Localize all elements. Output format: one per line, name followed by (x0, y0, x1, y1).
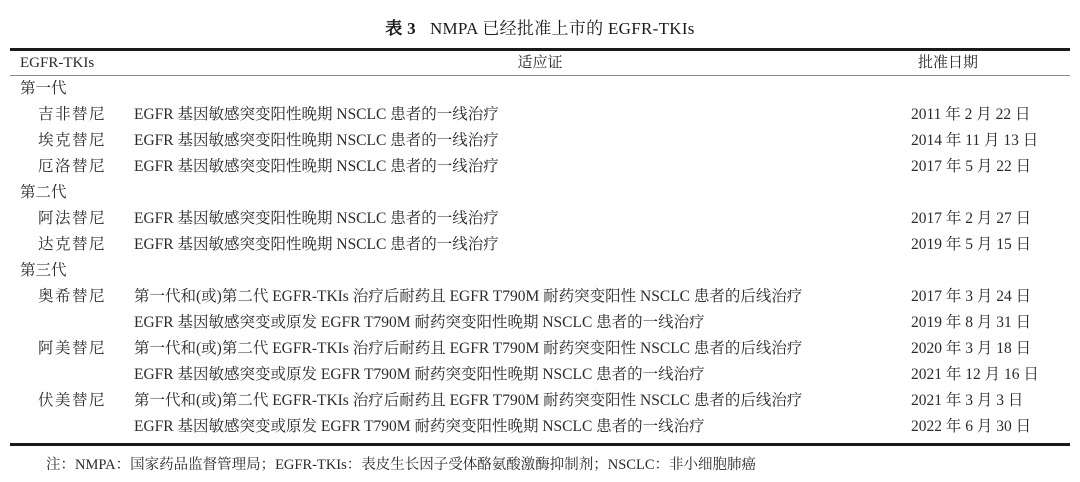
approval-date: 2020 年 3 月 18 日 (911, 340, 1032, 357)
indication: EGFR 基因敏感突变或原发 EGFR T790M 耐药突变阳性晚期 NSCLC 患者的一线治疗 (134, 366, 705, 383)
table-row (10, 310, 1070, 336)
drug-name: 奥希替尼 (38, 288, 107, 305)
table-footnote: 注：NMPA：国家药品监督管理局；EGFR-TKIs：表皮生长因子受体酪氨酸激酶抑制剂；NSCLC：非小细胞肺癌 (46, 457, 756, 473)
generation-label: 第二代 (20, 184, 67, 201)
drug-name: 厄洛替尼 (38, 158, 107, 175)
approval-date: 2021 年 12 月 16 日 (911, 366, 1039, 383)
table-row (10, 128, 1070, 154)
indication: 第一代和(或)第二代 EGFR-TKIs 治疗后耐药且 EGFR T790M 耐药突变阳性 NSCLC 患者的后线治疗 (134, 340, 803, 357)
table-row (10, 414, 1070, 440)
generation-row (10, 76, 1070, 102)
generation-label: 第三代 (20, 262, 67, 279)
table-row (10, 284, 1070, 310)
approval-date: 2019 年 5 月 15 日 (911, 236, 1032, 253)
drug-name: 阿美替尼 (38, 340, 107, 357)
indication: EGFR 基因敏感突变阳性晚期 NSCLC 患者的一线治疗 (134, 236, 499, 253)
drug-name: 埃克替尼 (38, 132, 107, 149)
table-bottom-rule (10, 443, 1070, 446)
approval-date: 2017 年 2 月 27 日 (911, 210, 1032, 227)
header-approval-date: 批准日期 (918, 55, 979, 71)
indication: EGFR 基因敏感突变阳性晚期 NSCLC 患者的一线治疗 (134, 132, 499, 149)
approval-date: 2017 年 3 月 24 日 (911, 288, 1032, 305)
indication: EGFR 基因敏感突变或原发 EGFR T790M 耐药突变阳性晚期 NSCLC 患者的一线治疗 (134, 418, 705, 435)
table-number: 表 3 (385, 19, 416, 38)
header-egfr-tkis: EGFR-TKIs (20, 55, 95, 71)
approval-date: 2011 年 2 月 22 日 (911, 106, 1031, 123)
approval-date: 2022 年 6 月 30 日 (911, 418, 1032, 435)
header-indication: 适应证 (517, 55, 563, 71)
table-row (10, 232, 1070, 258)
table-row (10, 388, 1070, 414)
drug-name: 伏美替尼 (38, 392, 107, 409)
table-header (10, 51, 1070, 75)
indication: EGFR 基因敏感突变或原发 EGFR T790M 耐药突变阳性晚期 NSCLC 患者的一线治疗 (134, 314, 705, 331)
approval-date: 2017 年 5 月 22 日 (911, 158, 1032, 175)
generation-label: 第一代 (20, 80, 67, 97)
drug-name: 吉非替尼 (38, 106, 107, 123)
generation-row (10, 258, 1070, 284)
drug-name: 达克替尼 (38, 236, 107, 253)
indication: 第一代和(或)第二代 EGFR-TKIs 治疗后耐药且 EGFR T790M 耐药突变阳性 NSCLC 患者的后线治疗 (134, 392, 803, 409)
table-row (10, 206, 1070, 232)
indication: EGFR 基因敏感突变阳性晚期 NSCLC 患者的一线治疗 (134, 210, 499, 227)
drug-name: 阿法替尼 (38, 210, 107, 227)
approval-date: 2021 年 3 月 3 日 (911, 392, 1024, 409)
indication: EGFR 基因敏感突变阳性晚期 NSCLC 患者的一线治疗 (134, 158, 499, 175)
table-row (10, 154, 1070, 180)
table-row (10, 102, 1070, 128)
table-title: NMPA 已经批准上市的 EGFR-TKIs (429, 19, 695, 38)
generation-row (10, 180, 1070, 206)
table-row (10, 362, 1070, 388)
table-body (10, 76, 1070, 440)
indication: EGFR 基因敏感突变阳性晚期 NSCLC 患者的一线治疗 (134, 106, 499, 123)
table-row (10, 336, 1070, 362)
approval-date: 2014 年 11 月 13 日 (911, 132, 1039, 149)
table-caption (0, 14, 1080, 39)
indication: 第一代和(或)第二代 EGFR-TKIs 治疗后耐药且 EGFR T790M 耐药突变阳性 NSCLC 患者的后线治疗 (134, 288, 803, 305)
approval-date: 2019 年 8 月 31 日 (911, 314, 1032, 331)
